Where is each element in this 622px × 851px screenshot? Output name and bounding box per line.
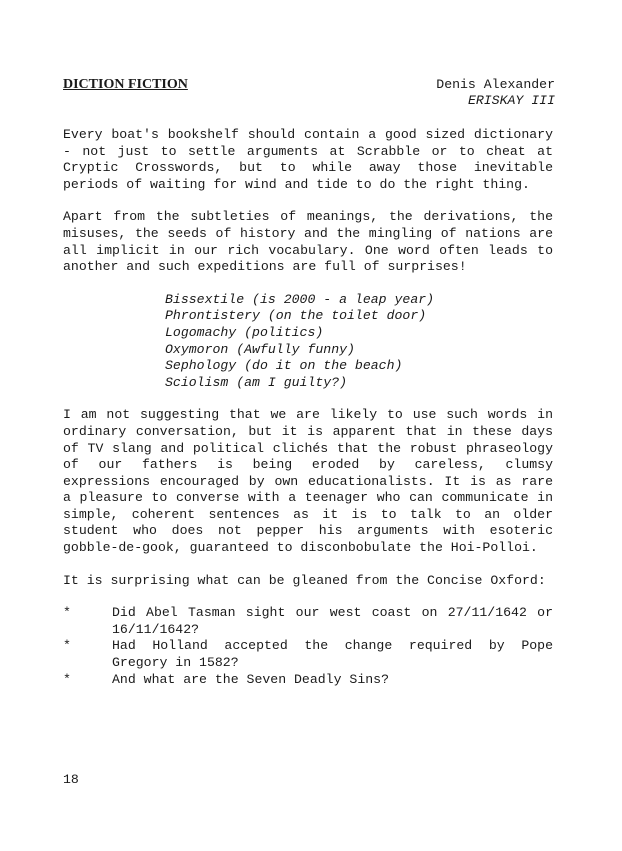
list-item-text: Did Abel Tasman sight our west coast on 27/11/1642 or 16/11/1642? xyxy=(112,605,553,637)
word-list xyxy=(165,292,553,392)
article-title: DICTION FICTION xyxy=(63,77,188,92)
page-number: 18 xyxy=(63,772,79,787)
paragraph-vocabulary: Apart from the subtleties of meanings, the derivations, the misuses, the seeds of history and the mingling of nations are all implicit in our rich vocabulary. One word often leads to another and such expeditions are full of surprises! xyxy=(63,209,553,275)
bullet-marker: * xyxy=(63,638,71,654)
boat-name: ERISKAY III xyxy=(467,93,555,108)
bullet-marker: * xyxy=(63,671,71,687)
paragraph-conversation: I am not suggesting that we are likely to use such words in ordinary conversation, but it is apparent that in these days of TV slang and political clichés that the robust phraseology of our fathers is being eroded by careless, clumsy expressions encouraged by own educationalists. It is as rare a pleasure to converse with a teenager who can communicate in simple, coherent sentences as it is to talk to an older student who does not pepper his arguments with esoteric gobble-de-gook, guaranteed to disconbobulate the Hoi-Polloi. xyxy=(63,407,553,556)
article-header xyxy=(63,77,553,111)
word-list-item: Oxymoron (Awfully funny) xyxy=(165,341,355,357)
word-list-item: Sephology (do it on the beach) xyxy=(165,358,403,374)
word-list-item: Phrontistery (on the toilet door) xyxy=(165,308,427,324)
list-item xyxy=(63,605,553,638)
list-item-text: And what are the Seven Deadly Sins? xyxy=(112,671,389,687)
word-list-item: Bissextile (is 2000 - a leap year) xyxy=(165,291,435,307)
paragraph-concise-oxford: It is surprising what can be gleaned from the Concise Oxford: xyxy=(63,572,546,588)
article xyxy=(63,77,553,688)
word-list-item: Sciolism (am I guilty?) xyxy=(165,374,348,390)
question-list xyxy=(63,605,553,688)
list-item xyxy=(63,638,553,671)
word-list-item: Logomachy (politics) xyxy=(165,324,324,340)
bullet-marker: * xyxy=(63,605,71,621)
list-item xyxy=(63,672,553,689)
author-name: Denis Alexander xyxy=(436,77,555,92)
list-item-text: Had Holland accepted the change required by Pope Gregory in 1582? xyxy=(112,638,553,671)
paragraph-intro: Every boat's bookshelf should contain a good sized dictionary - not just to settle arguments at Scrabble or to cheat at Cryptic Crosswords, but to while away those inevitable periods of waiting for wind and tide to do the right thing. xyxy=(63,127,553,192)
